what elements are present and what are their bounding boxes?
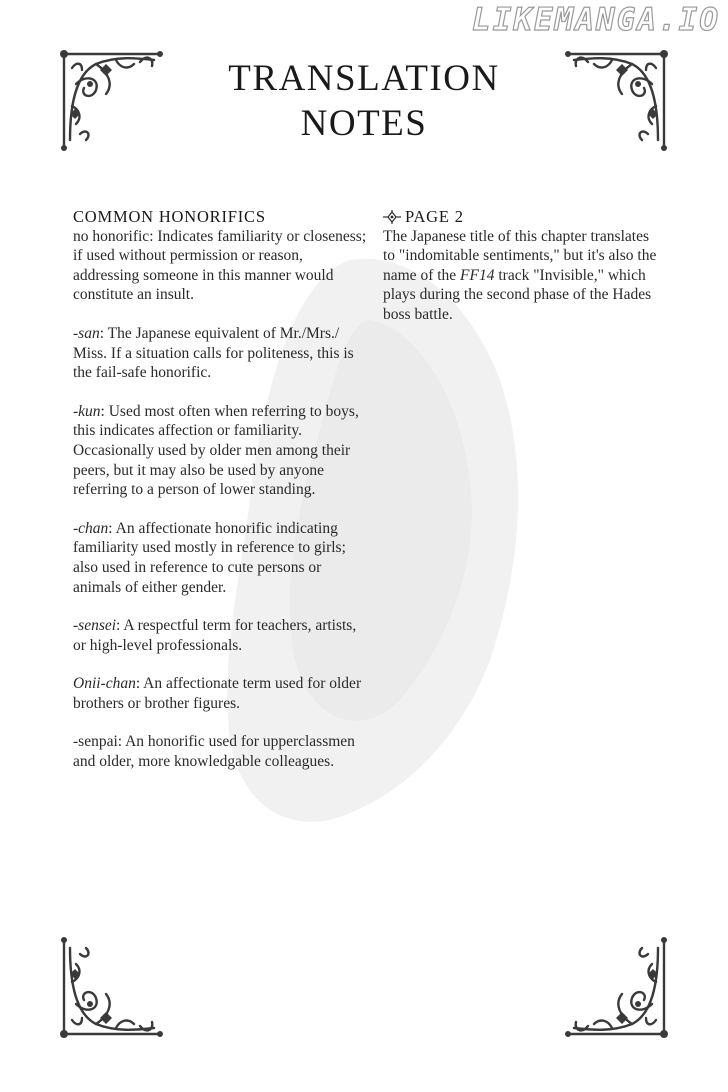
title-line-2: NOTES xyxy=(300,103,428,144)
game-title-italic: FF14 xyxy=(460,266,495,284)
title-line-1: TRANSLATION xyxy=(228,58,500,99)
honorific-text: : Used most often when referring to boys, this indicates affection or familiarity. Occasionally used by older men among their peers, but it may also be used by anyone referring to a person of lower standing. xyxy=(73,402,359,499)
honorific-term: -chan xyxy=(73,519,109,537)
honorific-entry-senpai xyxy=(73,732,369,771)
page-notes-column xyxy=(383,207,663,325)
page-note-heading xyxy=(383,207,663,227)
ornament-corner-bottom-left-icon xyxy=(56,932,168,1044)
honorific-text: no honorific: Indicates familiarity or closeness; if used without permission or reason, addressing someone in this manner would constitute an insult. xyxy=(73,227,367,304)
diamond-ornament-icon xyxy=(383,210,401,224)
honorifics-heading: COMMON HONORIFICS xyxy=(73,207,266,226)
page-note-heading-label: PAGE 2 xyxy=(405,207,464,226)
ornament-corner-bottom-right-icon xyxy=(560,932,672,1044)
honorific-entry-chan xyxy=(73,519,369,597)
site-watermark: LIKEMANGA.IO xyxy=(472,2,720,38)
honorific-text: : A respectful term for teachers, artists, or high-level professionals. xyxy=(73,617,357,654)
honorific-term: Onii-chan xyxy=(73,675,136,693)
honorific-term: -kun xyxy=(73,402,101,420)
honorific-text: : An affectionate term used for older brothers or brother figures. xyxy=(73,675,362,712)
honorific-term: -sensei xyxy=(73,617,117,635)
page-title xyxy=(0,56,728,146)
honorific-entry-onii-chan xyxy=(73,674,369,713)
honorific-entry-none xyxy=(73,227,369,305)
honorific-entry-sensei xyxy=(73,616,369,655)
honorific-entry-kun xyxy=(73,402,369,500)
honorific-text: : The Japanese equivalent of Mr./Mrs./ Miss. If a situation calls for politeness, this is the fail-safe honorific. xyxy=(73,324,354,382)
honorific-term: -san xyxy=(73,324,100,342)
honorific-text: -senpai: An honorific used for upperclassmen and older, more knowledgable colleagues. xyxy=(73,733,355,771)
honorific-entry-san xyxy=(73,324,369,383)
page-note-text: The Japanese title of this chapter translates to "indomitable sentiments," but it's also the name of the FF14 track "Invisible," which plays during the second phase of the Hades boss battle. xyxy=(383,227,657,323)
honorifics-column xyxy=(73,207,369,772)
honorific-text: : An affectionate honorific indicating familiarity used mostly in reference to girls; also used in reference to cute persons or animals of either gender. xyxy=(73,519,346,596)
